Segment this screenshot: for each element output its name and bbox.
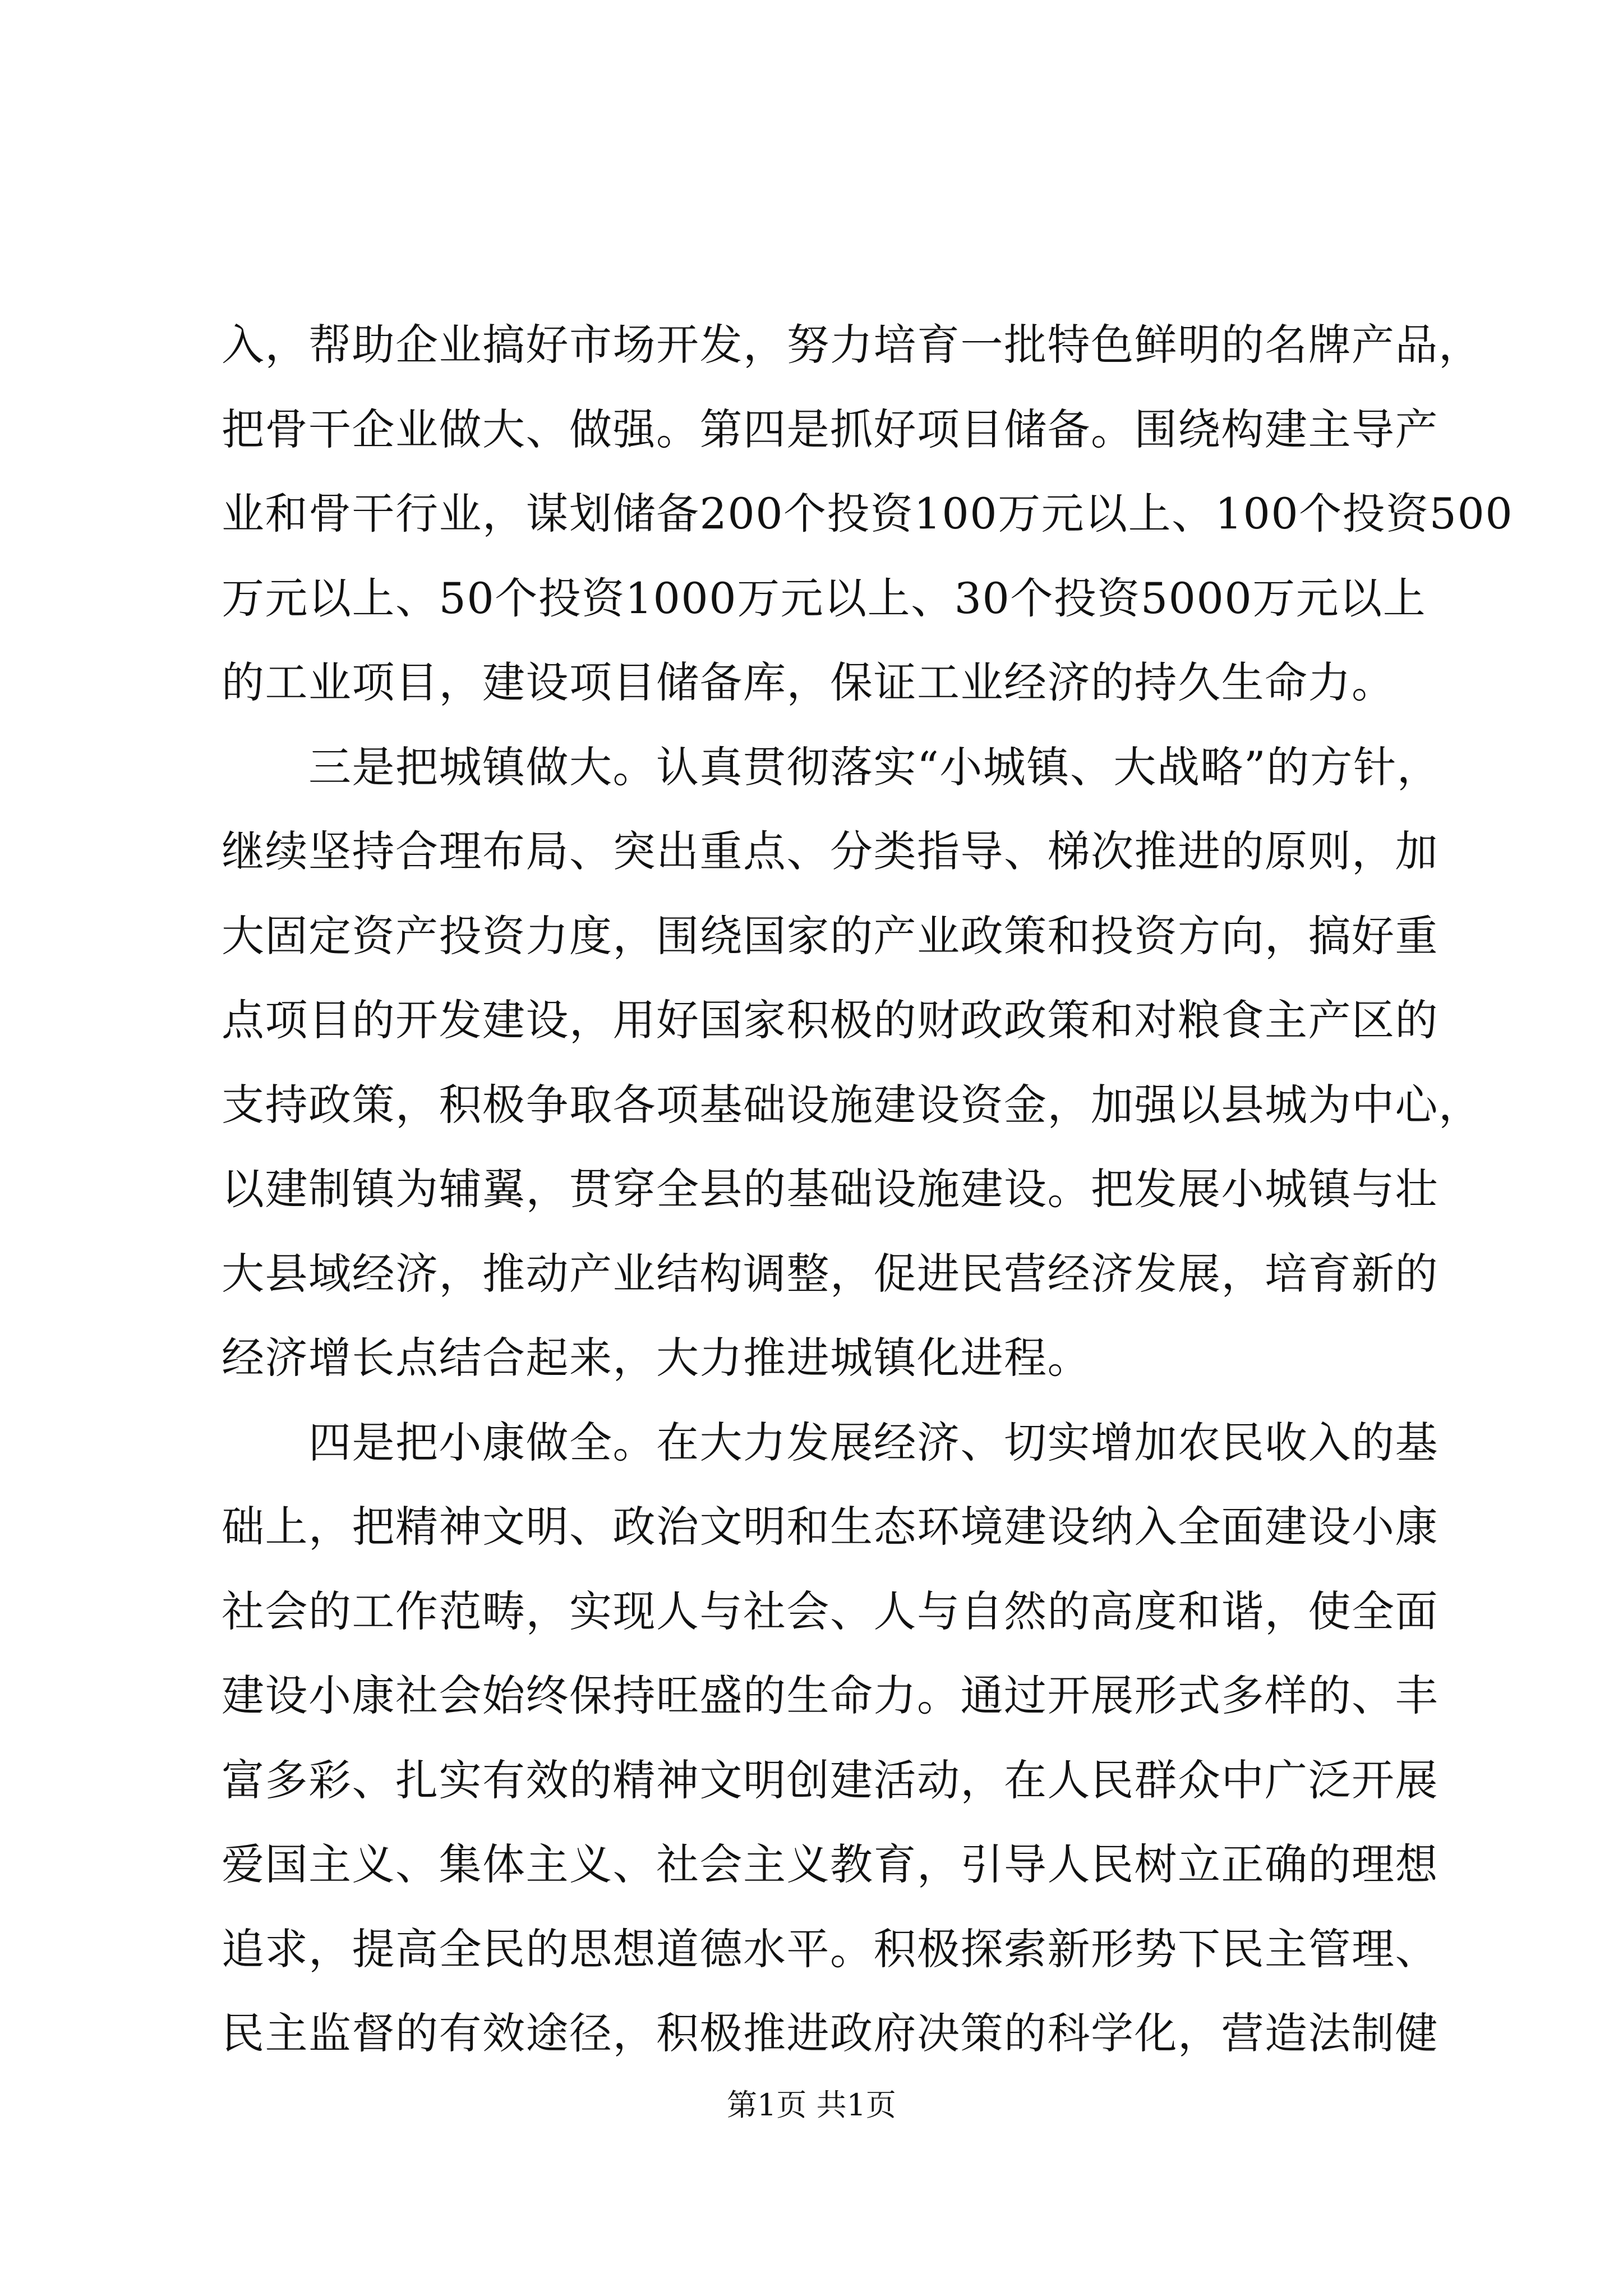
text-line: 点项目的开发建设，用好国家积极的财政政策和对粮食主产区的	[222, 995, 1438, 1045]
text-line: 入，帮助企业搞好市场开发，努力培育一批特色鲜明的名牌产品，	[222, 320, 1482, 370]
text-line: 民主监督的有效途径，积极推进政府决策的科学化，营造法制健	[222, 2008, 1438, 2058]
text-line: 把骨干企业做大、做强。第四是抓好项目储备。围绕构建主导产	[222, 404, 1438, 454]
text-line: 经济增长点结合起来，大力推进城镇化进程。	[222, 1333, 1091, 1383]
text-line: 继续坚持合理布局、突出重点、分类指导、梯次推进的原则，加	[222, 826, 1438, 876]
text-line: 础上，把精神文明、政治文明和生态环境建设纳入全面建设小康	[222, 1502, 1438, 1552]
page-number-footer: 第1页 共1页	[727, 2087, 896, 2123]
text-line: 万元以上、50个投资1000万元以上、30个投资5000万元以上	[222, 573, 1427, 623]
text-line: 大县域经济，推动产业结构调整，促进民营经济发展，培育新的	[222, 1248, 1438, 1299]
text-line: 爱国主义、集体主义、社会主义教育，引导人民树立正确的理想	[222, 1839, 1438, 1889]
text-line: 业和骨干行业，谋划储备200个投资100万元以上、100个投资500	[222, 489, 1514, 539]
text-line: 社会的工作范畴，实现人与社会、人与自然的高度和谐，使全面	[222, 1586, 1438, 1636]
paragraph-start-line: 四是把小康做全。在大力发展经济、切实增加农民收入的基	[222, 1417, 1438, 1467]
text-line: 富多彩、扎实有效的精神文明创建活动，在人民群众中广泛开展	[222, 1755, 1438, 1805]
text-line: 建设小康社会始终保持旺盛的生命力。通过开展形式多样的、丰	[222, 1671, 1438, 1720]
text-line: 追求，提高全民的思想道德水平。积极探索新形势下民主管理、	[222, 1924, 1438, 1974]
text-line: 的工业项目，建设项目储备库，保证工业经济的持久生命力。	[222, 657, 1395, 707]
text-line: 大固定资产投资力度，围绕国家的产业政策和投资方向，搞好重	[222, 910, 1438, 961]
text-line: 支持政策，积极争取各项基础设施建设资金，加强以县城为中心，	[222, 1079, 1482, 1130]
document-body	[222, 303, 1514, 2076]
text-line: 以建制镇为辅翼，贯穿全县的基础设施建设。把发展小城镇与壮	[222, 1164, 1438, 1214]
paragraph-start-line: 三是把城镇做大。认真贯彻落实“小城镇、大战略”的方针，	[222, 742, 1441, 792]
